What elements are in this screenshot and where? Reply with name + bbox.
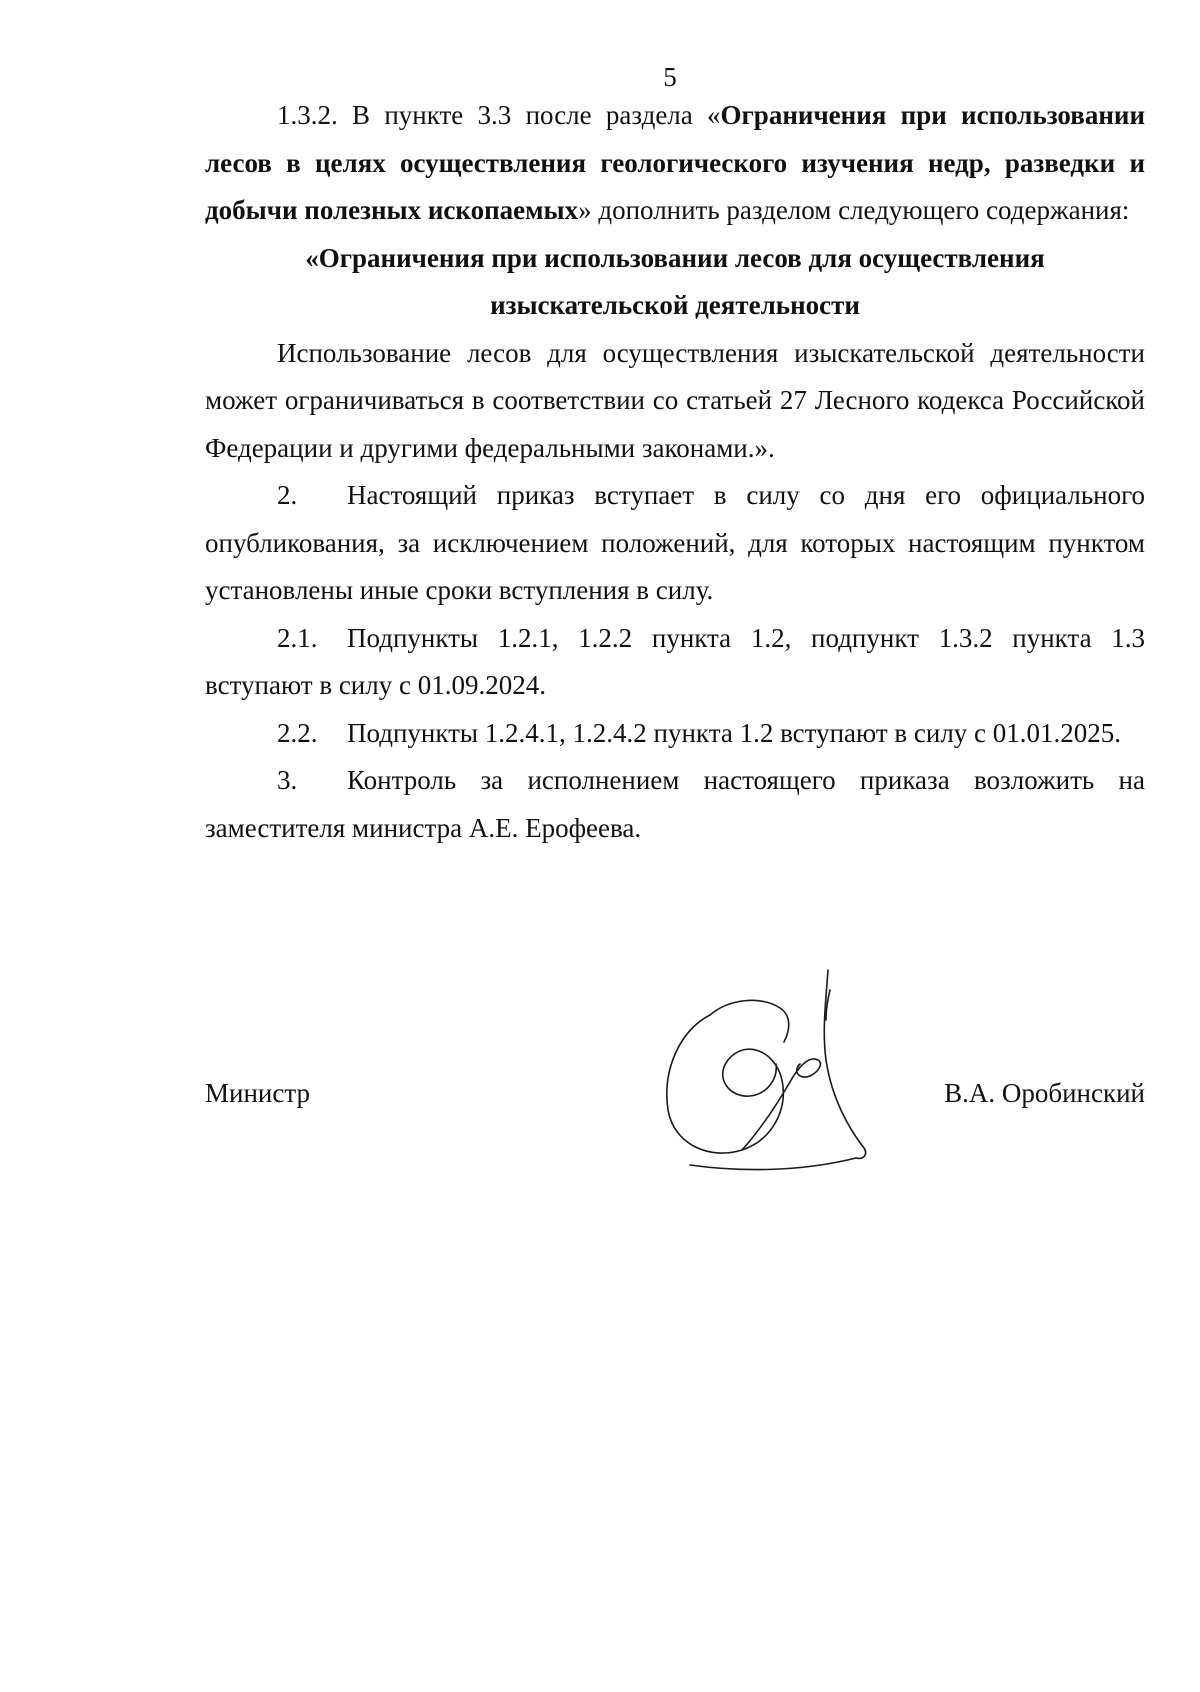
paragraph-2-1-number: 2.1. — [277, 622, 318, 653]
paragraph-2-number: 2. — [277, 480, 298, 510]
paragraph-2-1 — [205, 615, 1145, 710]
paragraph-3 — [205, 757, 1145, 852]
document-body — [205, 92, 1145, 852]
paragraph-2-2-number: 2.2. — [277, 717, 318, 748]
paragraph-1-3-2-suffix: » дополнить разделом следующего содержания: — [578, 195, 1130, 225]
section-heading — [205, 235, 1145, 330]
paragraph-3-number: 3. — [277, 765, 298, 795]
section-heading-line-2: изыскательской деятельности — [490, 290, 860, 320]
signatory-title: Министр — [205, 1078, 310, 1108]
paragraph-2-1-text: Подпункты 1.2.1, 1.2.2 пункта 1.2, подпункт 1.3.2 пункта 1.3 вступают в силу с 01.09.2024. — [205, 622, 1145, 700]
paragraph-2-2-text: Подпункты 1.2.4.1, 1.2.4.2 пункта 1.2 вступают в силу с 01.01.2025. — [347, 717, 1122, 748]
paragraph-usage: Использование лесов для осуществления изыскательской деятельности может ограничиваться в соответствии со статьей 27 Лесного кодекса Российской Федерации и другими федеральными законами.». — [205, 337, 1145, 463]
paragraph-1-3-2 — [205, 92, 1145, 235]
signatory-name: В.А. Оробинский — [944, 1078, 1145, 1108]
handwritten-signature — [650, 960, 910, 1180]
paragraph-1-3-2-bold: Ограничения при использовании лесов в целях осуществления геологического изучения недр, разведки и добычи полезных ископаемых — [205, 100, 1145, 225]
paragraph-2 — [205, 472, 1145, 615]
section-heading-line-1: «Ограничения при использовании лесов для осуществления — [305, 242, 1045, 273]
paragraph-1-3-2-prefix: 1.3.2. В пункте 3.3 после раздела « — [277, 100, 721, 130]
paragraph-3-text: Контроль за исполнением настоящего приказа возложить на заместителя министра А.Е. Ерофеева. — [205, 765, 1145, 843]
paragraph-2-2 — [205, 710, 1145, 758]
page-number: 5 — [663, 62, 677, 92]
paragraph-2-text: Настоящий приказ вступает в силу со дня его официального опубликования, за исключением положений, для которых настоящим пунктом установлены иные сроки вступления в силу. — [205, 480, 1145, 605]
